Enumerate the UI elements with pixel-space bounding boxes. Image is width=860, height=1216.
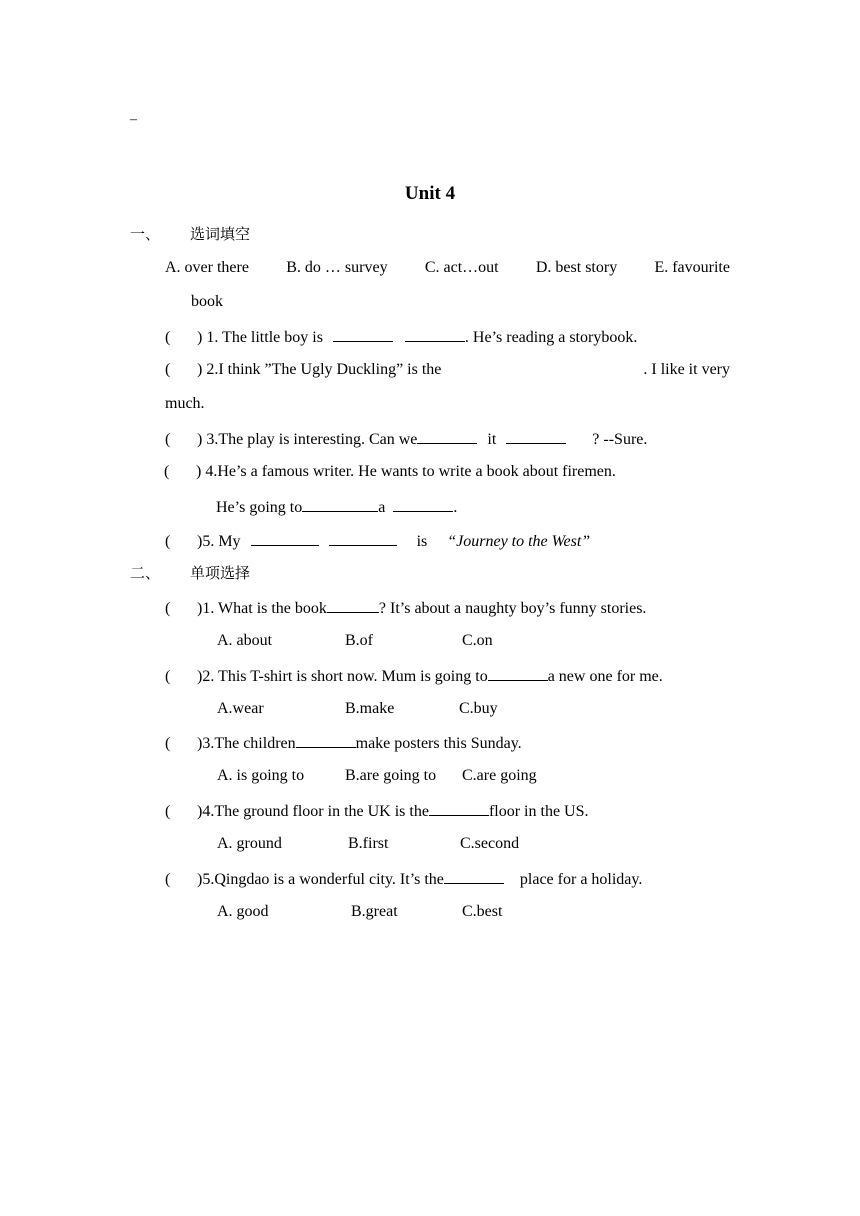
word-option-d: D. best story [535, 259, 618, 276]
word-option-c: C. act…out [424, 259, 499, 276]
fill-question-2 [165, 360, 730, 380]
answer-paren-open: ( [165, 600, 171, 617]
question-text: . He’s reading a storybook. [464, 329, 638, 346]
question-text: . I like it very [643, 361, 730, 378]
section-2-heading [130, 563, 250, 584]
answer-paren-close: ) [197, 803, 203, 820]
page-title: Unit 4 [404, 183, 456, 204]
fill-question-3 [165, 428, 647, 450]
question-text: ? --Sure. [592, 431, 648, 448]
answer-paren-open: ( [165, 431, 171, 448]
question-text: is [416, 533, 428, 550]
section-1-heading [130, 224, 250, 245]
book-title: “Journey to the West” [447, 533, 591, 550]
question-text: a new one for me. [547, 668, 663, 685]
question-text: make posters this Sunday. [355, 735, 522, 752]
answer-paren-open: ( [165, 735, 171, 752]
question-text: 5.Qingdao is a wonderful city. It’s the [202, 871, 444, 888]
choice-option-a[interactable]: A. is going to [217, 767, 305, 784]
choice-option-b[interactable]: B.first [348, 835, 389, 852]
section-1-title: 选词填空 [190, 225, 251, 243]
question-text: 1. The little boy is [206, 329, 323, 346]
fill-question-4-line-2 [216, 496, 457, 518]
answer-blank[interactable] [506, 428, 566, 444]
header-dash: – [130, 112, 137, 127]
answer-paren-open: ( [165, 533, 171, 550]
answer-paren-close: ) [197, 871, 203, 888]
answer-paren-close: ) [197, 361, 203, 378]
choice-question-3 [165, 732, 522, 754]
question-text: it [487, 431, 497, 448]
choice-question-5 [165, 868, 642, 890]
answer-paren-close: ) [197, 600, 203, 617]
answer-blank[interactable] [417, 428, 477, 444]
answer-blank[interactable] [327, 597, 379, 613]
answer-blank[interactable] [296, 732, 356, 748]
question-text: 4.He’s a famous writer. He wants to write a book about firemen. [205, 463, 616, 480]
word-options-wrap: book [191, 293, 223, 310]
answer-blank[interactable] [429, 800, 489, 816]
choice-option-a[interactable]: A. good [217, 903, 269, 920]
section-2-title: 单项选择 [190, 564, 251, 582]
question-text: He’s going to [216, 499, 303, 516]
choice-option-c[interactable]: C.on [462, 632, 493, 649]
word-option-e: E. favourite [654, 259, 730, 276]
question-text: 3.The play is interesting. Can we [206, 431, 418, 448]
choice-option-b[interactable]: B.great [351, 903, 398, 920]
choice-option-b[interactable]: B.of [345, 632, 373, 649]
answer-paren-open: ( [165, 803, 171, 820]
answer-blank[interactable] [251, 530, 319, 546]
choice-option-c[interactable]: C.best [462, 903, 503, 920]
answer-paren-close: ) [197, 533, 203, 550]
choice-question-4 [165, 800, 589, 822]
answer-blank[interactable] [405, 326, 465, 342]
fill-question-5 [165, 530, 590, 552]
answer-paren-close: ) [197, 668, 203, 685]
answer-blank[interactable] [488, 665, 548, 681]
answer-blank[interactable] [329, 530, 397, 546]
answer-paren-open: ( [164, 463, 170, 480]
word-option-b: B. do … survey [286, 259, 388, 276]
choice-option-a[interactable]: A. about [217, 632, 273, 649]
choice-option-c[interactable]: C.buy [459, 700, 498, 717]
choice-option-a[interactable]: A.wear [217, 700, 264, 717]
question-text: place for a holiday. [519, 871, 643, 888]
question-text: ? It’s about a naughty boy’s funny stories. [378, 600, 647, 617]
fill-question-1 [165, 326, 637, 348]
answer-paren-close: ) [197, 735, 203, 752]
answer-paren-close: ) [196, 463, 202, 480]
fill-question-4 [164, 462, 616, 482]
answer-paren-open: ( [165, 871, 171, 888]
choice-option-b[interactable]: B.are going to [345, 767, 437, 784]
choice-option-a[interactable]: A. ground [217, 835, 282, 852]
question-text: 5. My [202, 533, 241, 550]
question-text: 1. What is the book [202, 600, 327, 617]
question-text: a [378, 499, 386, 516]
question-text: 3.The children [202, 735, 296, 752]
question-text: 2. This T-shirt is short now. Mum is going to [202, 668, 488, 685]
word-options [165, 258, 730, 278]
answer-blank[interactable] [393, 496, 453, 512]
answer-paren-open: ( [165, 668, 171, 685]
answer-paren-open: ( [165, 329, 171, 346]
answer-blank[interactable] [302, 496, 378, 512]
question-text: floor in the US. [488, 803, 589, 820]
choice-question-1 [165, 597, 646, 619]
answer-paren-open: ( [165, 361, 171, 378]
section-2-number: 二、 [130, 564, 161, 582]
choice-option-b[interactable]: B.make [345, 700, 395, 717]
answer-blank[interactable] [333, 326, 393, 342]
answer-paren-close: ) [197, 329, 203, 346]
question-text: . [453, 499, 458, 516]
question-text: 2.I think ”The Ugly Duckling” is the [206, 361, 442, 378]
choice-option-c[interactable]: C.are going [462, 767, 537, 784]
section-1-number: 一、 [130, 225, 161, 243]
word-option-a: A. over there [165, 259, 249, 276]
choice-question-2 [165, 665, 663, 687]
answer-paren-close: ) [197, 431, 203, 448]
choice-option-c[interactable]: C.second [460, 835, 520, 852]
answer-blank[interactable] [444, 868, 504, 884]
fill-question-2-wrap: much. [165, 395, 205, 412]
question-text: 4.The ground floor in the UK is the [202, 803, 429, 820]
